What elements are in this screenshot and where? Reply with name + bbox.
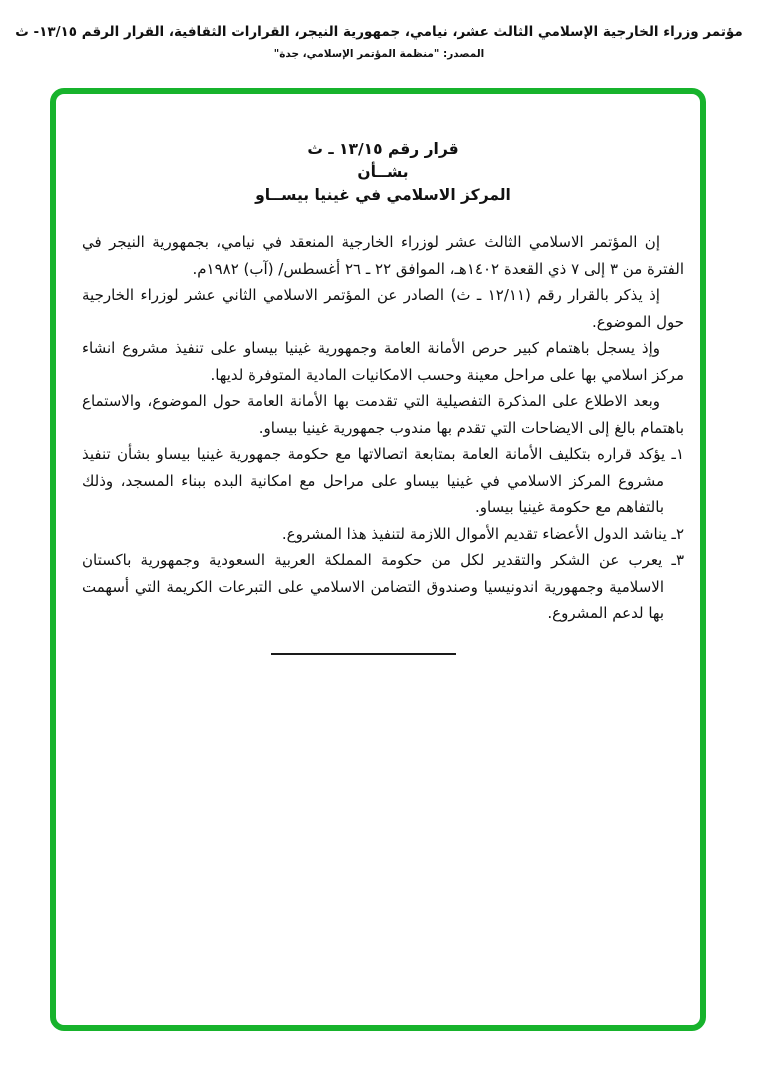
list-item-2-text: يناشد الدول الأعضاء تقديم الأموال اللازمة لتنفيذ هذا المشروع.: [281, 524, 667, 543]
resolution-subject-line: المركز الاسلامي في غينيا بيســاو: [255, 186, 511, 204]
separator-line: [271, 653, 456, 655]
resolution-regarding-line: بشــأن: [357, 163, 409, 181]
resolution-number-line: قرار رقم ١٣/١٥ ـ ث: [307, 140, 459, 158]
list-item-1-number: ١ـ: [671, 445, 684, 463]
list-item-2-number: ٢ـ: [671, 524, 684, 543]
list-item-1: [82, 441, 684, 521]
document-header: [0, 22, 758, 62]
list-item-1-text: يؤكد قراره بتكليف الأمانة العامة بمتابعة اتصالاتها مع حكومة جمهورية غينيا بيساو بشأن تنفيذ مشروع المركز الاسلامي في غينيا بيساو على مراحل مع امكانية البده ببناء المسجد، وذلك بالتفاهم مع حكومة غينيا بيساو.: [82, 445, 666, 516]
list-item-2: [82, 521, 684, 548]
paragraph-preamble-4: وبعد الاطلاع على المذكرة التفصيلية التي تقدمت بها الأمانة العامة حول الموضوع، والاستماع باهتمام بالغ إلى الايضاحات التي تقدم بها مندوب جمهورية غينيا بيساو.: [82, 392, 684, 437]
resolution-text: [82, 229, 684, 655]
paragraph-preamble-1: إن المؤتمر الاسلامي الثالث عشر لوزراء الخارجية المنعقد في نيامي، بجمهورية النيجر في الفترة من ٣ إلى ٧ ذي القعدة ١٤٠٢هـ، الموافق ٢٢ ـ ٢٦ أغسطس/ (آب) ١٩٨٢م.: [82, 233, 684, 278]
paragraph-preamble-3: وإذ يسجل باهتمام كبير حرص الأمانة العامة وجمهورية غينيا بيساو على تنفيذ مشروع انشاء مركز اسلامي بها على مراحل معينة وحسب الامكانيات المادية المتوفرة لديها.: [82, 339, 684, 384]
green-border-frame: [50, 88, 706, 1031]
resolution-title-block: [82, 138, 684, 207]
header-conference-line: مؤتمر وزراء الخارجية الإسلامي الثالث عشر، نيامي، جمهورية النيجر، القرارات الثقافية، القرار الرقم ١٣/١٥- ث: [15, 24, 743, 40]
header-source-line: المصدر: "منظمة المؤتمر الإسلامي، جدة": [273, 48, 485, 60]
list-item-3-number: ٣ـ: [671, 551, 684, 569]
list-item-3: [82, 547, 684, 627]
document-body: [56, 94, 700, 1025]
paragraph-preamble-2: إذ يذكر بالقرار رقم (١٢/١١ ـ ث) الصادر عن المؤتمر الاسلامي الثاني عشر لوزراء الخارجية حول الموضوع.: [82, 286, 684, 331]
list-item-3-text: يعرب عن الشكر والتقدير لكل من حكومة المملكة العربية السعودية وجمهورية باكستان الاسلامية وجمهورية اندونيسيا وصندوق التضامن الاسلامي على التبرعات الكريمة التي أسهمت بها لدعم المشروع.: [82, 551, 664, 622]
